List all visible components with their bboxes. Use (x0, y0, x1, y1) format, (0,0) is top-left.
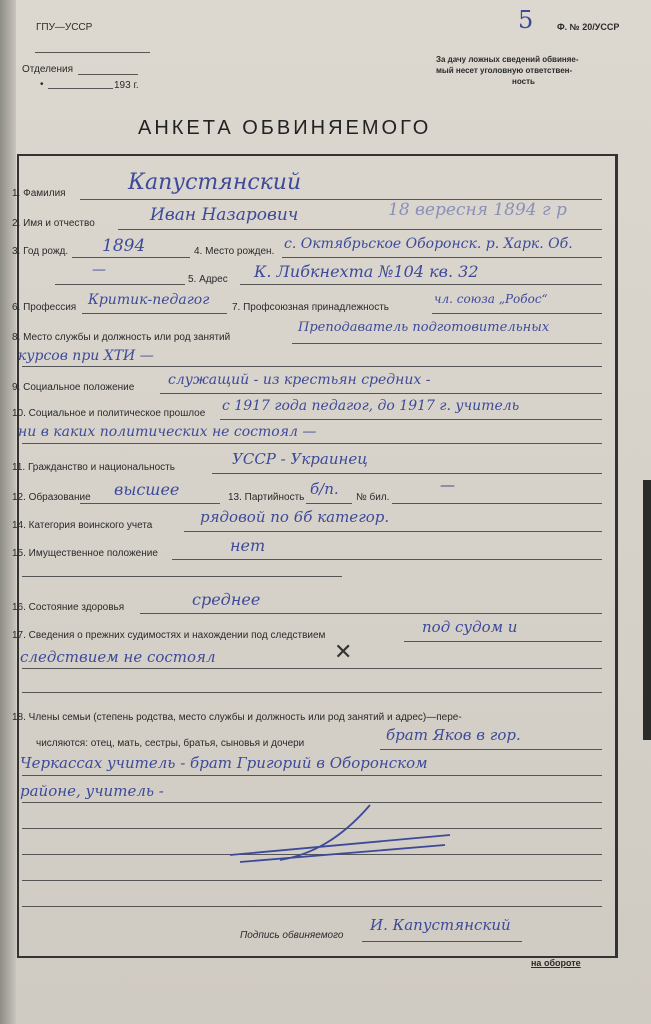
field-12-value: высшее (114, 480, 180, 499)
field-10-value-2: ни в каких политических не состоял — (18, 424, 317, 440)
field-17-label: 17. Сведения о прежних судимостях и нахождении под следствием (12, 630, 326, 641)
field-16-line (140, 613, 602, 614)
field-4-line-2 (55, 284, 185, 285)
field-3-line (72, 257, 190, 258)
field-5-label: 5. Адрес (188, 274, 228, 285)
warning-line-2: мый несет уголовную ответствен- (436, 66, 573, 75)
field-9-label: 9. Социальное положение (12, 382, 135, 393)
field-6-line (82, 313, 227, 314)
field-7-label: 7. Профсоюзная принадлежность (232, 302, 390, 313)
page-edge (643, 480, 651, 740)
field-17-value-2: следствием не состоял (20, 648, 216, 666)
field-1-value: Капустянский (128, 170, 302, 195)
strike-scribble (220, 800, 460, 870)
warning-line-1: За дачу ложных сведений обвиняе- (436, 55, 579, 64)
document-title: АНКЕТА ОБВИНЯЕМОГО (138, 117, 432, 139)
date-bullet: • (40, 79, 44, 90)
field-10-line-2 (22, 443, 602, 444)
field-10-label: 10. Социальное и политическое прошлое (12, 408, 206, 419)
field-8-value-2: курсов при ХТИ — (18, 348, 154, 364)
field-6-label: 6. Профессия (12, 302, 77, 313)
signature-line (362, 941, 522, 942)
field-7-value: чл. союза „Робос“ (434, 292, 548, 306)
field-13-line (306, 503, 352, 504)
department-label: Отделения (22, 64, 74, 75)
org-line (35, 52, 150, 53)
org-name: ГПУ—УССР (36, 22, 93, 33)
blank-line-4 (22, 880, 602, 881)
department-line (78, 74, 138, 75)
form-number: Ф. № 20/УССР (557, 22, 620, 32)
field-12-line (80, 503, 220, 504)
field-8-line-2 (22, 366, 602, 367)
field-2-extra: 18 вересня 1894 г р (388, 200, 567, 220)
field-11-value: УССР - Украинец (232, 450, 368, 468)
field-1-label: 1. Фамилия (12, 188, 66, 199)
field-18-value-2: Черкассах учитель - брат Григорий в Оборонском (20, 754, 428, 772)
blank-line-5 (22, 906, 602, 907)
blank-line-1 (22, 692, 602, 693)
signature-label: Подпись обвиняемого (240, 930, 344, 941)
field-9-value: служащий - из крестьян средних - (168, 372, 431, 388)
field-18-line-2 (22, 775, 602, 776)
field-13-bil-line (392, 503, 602, 504)
field-15-label: 15. Имущественное положение (12, 548, 158, 559)
field-4-line (282, 257, 602, 258)
binding-spine (0, 0, 16, 1024)
signature-value: И. Капустянский (370, 916, 511, 934)
field-5-line (240, 284, 602, 285)
field-18-value: брат Яков в гор. (386, 726, 521, 744)
field-3-label: 3. Год рожд. (12, 246, 69, 257)
field-15-value: нет (230, 536, 266, 555)
field-12-label: 12. Образование (12, 492, 91, 503)
field-7-line (432, 313, 602, 314)
field-14-value: рядовой по 6б категор. (200, 508, 390, 526)
turn-over-note: на обороте (531, 958, 581, 968)
field-11-label: 11. Гражданство и национальность (12, 462, 175, 473)
field-15-line-2 (22, 576, 342, 577)
field-10-line (220, 419, 602, 420)
field-9-line (160, 393, 602, 394)
field-17-value: под судом и (422, 618, 518, 636)
pencil-mark: ✕ (334, 640, 353, 665)
field-18-value-3: районе, учитель - (20, 782, 164, 800)
field-18-line (380, 749, 602, 750)
date-line (48, 88, 113, 89)
field-17-line-2 (22, 668, 602, 669)
field-6-value: Критик-педагог (88, 292, 210, 308)
field-8-line (292, 343, 602, 344)
field-2-line (118, 229, 602, 230)
field-8-value: Преподаватель подготовительных (298, 320, 550, 335)
warning-line-3: ность (512, 77, 535, 86)
field-4-label: 4. Место рожден. (194, 246, 275, 257)
field-13-value: б/п. (310, 480, 339, 498)
sheet-number: 5 (518, 6, 534, 34)
field-16-value: среднее (192, 590, 261, 609)
field-14-label: 14. Категория воинского учета (12, 520, 153, 531)
field-18-label: 18. Члены семьи (степень родства, место службы и должность или род занятий и адрес)—пере- (12, 712, 462, 723)
field-4-dash: — (92, 262, 106, 278)
field-8-label: 8. Место службы и должность или род занятий (12, 332, 231, 343)
field-11-line (212, 473, 602, 474)
field-3-value: 1894 (102, 236, 146, 256)
field-13-bil-value: — (440, 476, 455, 494)
field-13-bil-label: № бил. (356, 492, 390, 503)
date-suffix: 193 г. (114, 80, 139, 91)
field-4-value: с. Октябрьское Оборонск. р. Харк. Об. (284, 236, 573, 252)
field-2-label: 2. Имя и отчество (12, 218, 95, 229)
field-18-label-2: числяются: отец, мать, сестры, братья, сыновья и дочери (36, 738, 305, 749)
field-13-label: 13. Партийность (228, 492, 305, 503)
field-5-value: К. Либкнехта №104 кв. 32 (254, 262, 479, 281)
field-16-label: 16. Состояние здоровья (12, 602, 125, 613)
field-17-line (404, 641, 602, 642)
field-2-value: Иван Назарович (150, 205, 299, 225)
field-10-value: с 1917 года педагог, до 1917 г. учитель (222, 398, 520, 414)
field-15-line (172, 559, 602, 560)
field-14-line (184, 531, 602, 532)
